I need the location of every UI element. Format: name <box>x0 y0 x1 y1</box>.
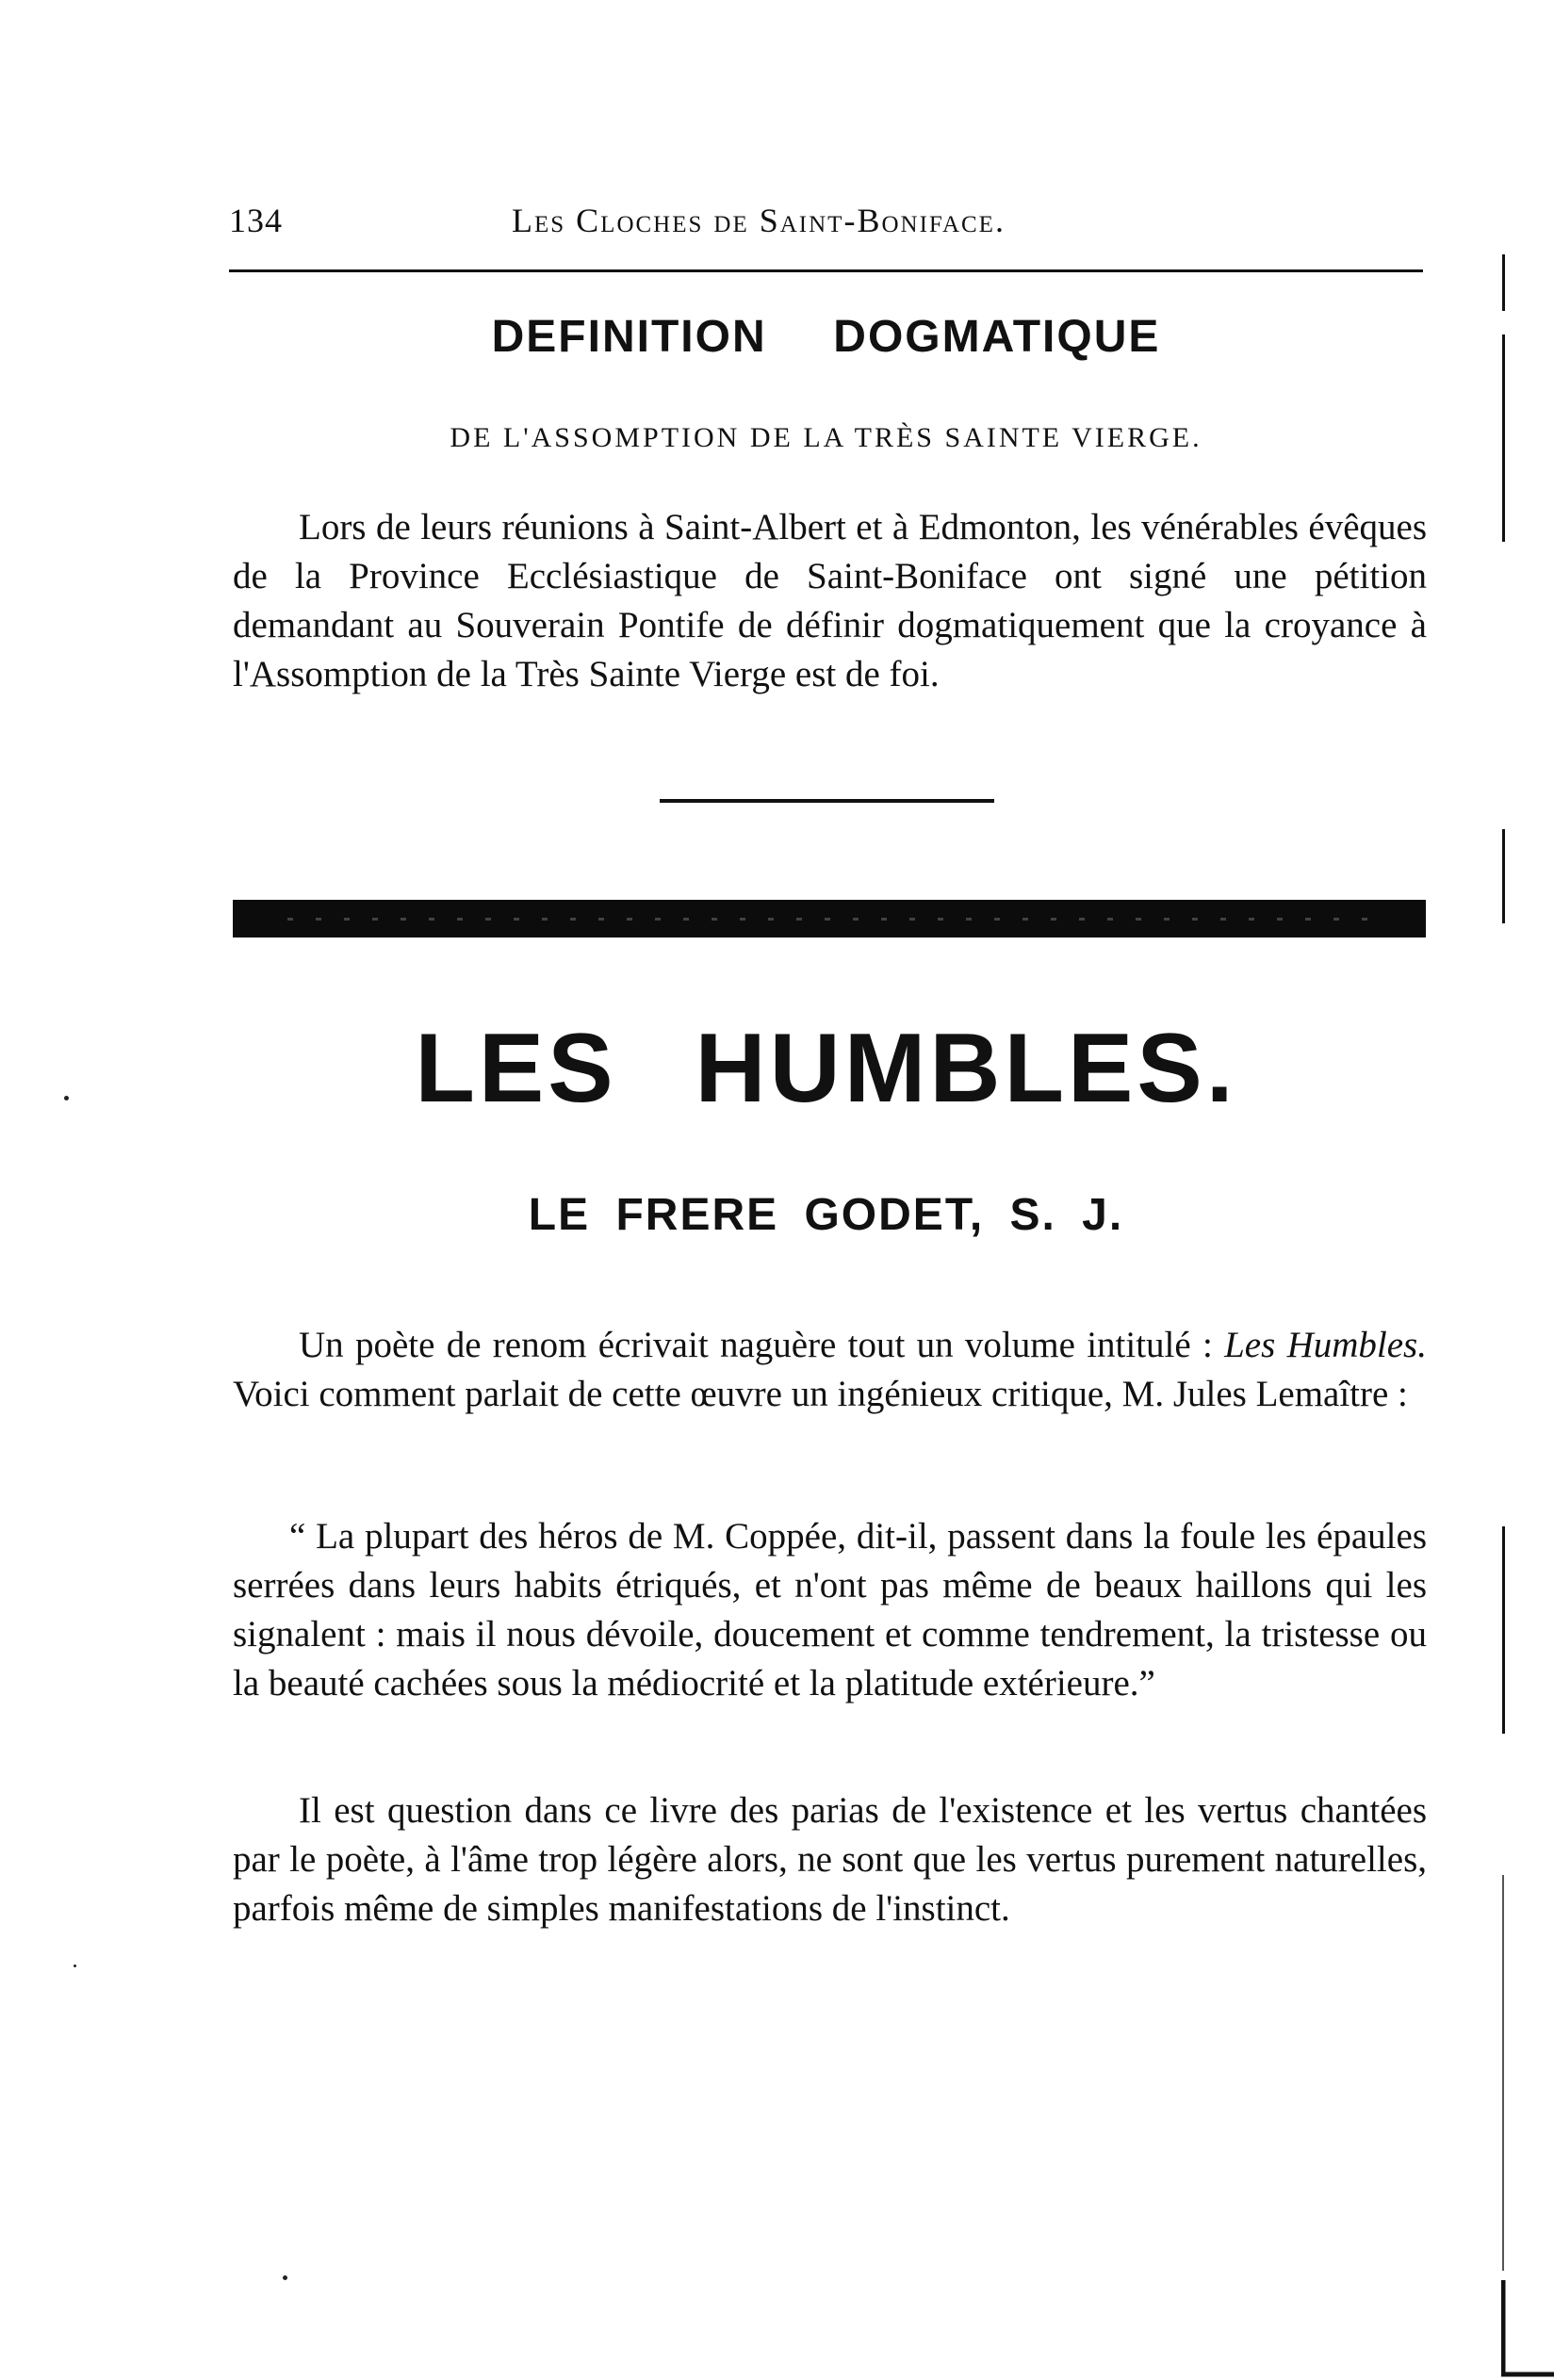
para1-end: Voici comment parlait de cette œuvre un ingénieux critique, M. Jules Lemaître : <box>233 1374 1408 1414</box>
section-divider-short <box>660 799 994 803</box>
scan-edge-line <box>1502 829 1505 923</box>
running-title: Les Cloches de Saint-Boniface. <box>512 202 1006 239</box>
section-divider-thick <box>233 900 1426 937</box>
scan-edge-line <box>1502 254 1505 311</box>
book-title-italic: Les Humbles. <box>1224 1325 1427 1365</box>
definition-paragraph: Lors de leurs réunions à Saint-Albert et à Edmonton, les vénérables évêques de la Province Ecclésiastique de Saint-Boniface ont signé une pétition demandant au Souverain Pontife de définir dogmatiquement que la croyance à l'Assomption de la Très Sainte Vierge est de foi. <box>233 507 1427 694</box>
page-corner-mark <box>1501 2280 1554 2380</box>
definition-title: DEFINITION DOGMATIQUE <box>491 312 1161 362</box>
scan-edge-line <box>1502 334 1505 542</box>
scan-speck <box>64 1096 69 1100</box>
scan-speck <box>283 2275 287 2280</box>
humbles-paragraph-1 <box>233 1321 1427 1419</box>
page-number: 134 <box>229 202 283 239</box>
scan-speck <box>74 1964 76 1967</box>
divider-texture <box>287 918 1371 921</box>
humbles-subtitle: LE FRERE GODET, S. J. <box>528 1190 1124 1240</box>
humbles-title: LES HUMBLES. <box>415 1014 1237 1123</box>
humbles-paragraph-3: Il est question dans ce livre des parias de l'existence et les vertus chantées par le poète, à l'âme trop légère alors, ne sont que les vertus purement naturelles, parfois même de simples manifestations de l'instinct. <box>233 1790 1427 1929</box>
definition-subtitle: DE L'ASSOMPTION DE LA TRÈS SAINTE VIERGE. <box>450 422 1202 453</box>
header-rule <box>229 269 1423 272</box>
humbles-quote: “ La plupart des héros de M. Coppée, dit-il, passent dans la foule les épaules serrées dans leurs habits étriqués, et n'ont pas même de beaux haillons qui les signalent : mais il nous dévoile, doucement et comme tendrement, la tristesse ou la beauté cachées sous la médiocrité et la platitude extérieure.” <box>233 1516 1427 1703</box>
running-head <box>229 193 1423 250</box>
para1-start: Un poète de renom écrivait naguère tout un volume intitulé : <box>299 1325 1213 1365</box>
scan-edge-line <box>1502 1875 1504 2271</box>
scan-edge-line <box>1502 1526 1505 1734</box>
